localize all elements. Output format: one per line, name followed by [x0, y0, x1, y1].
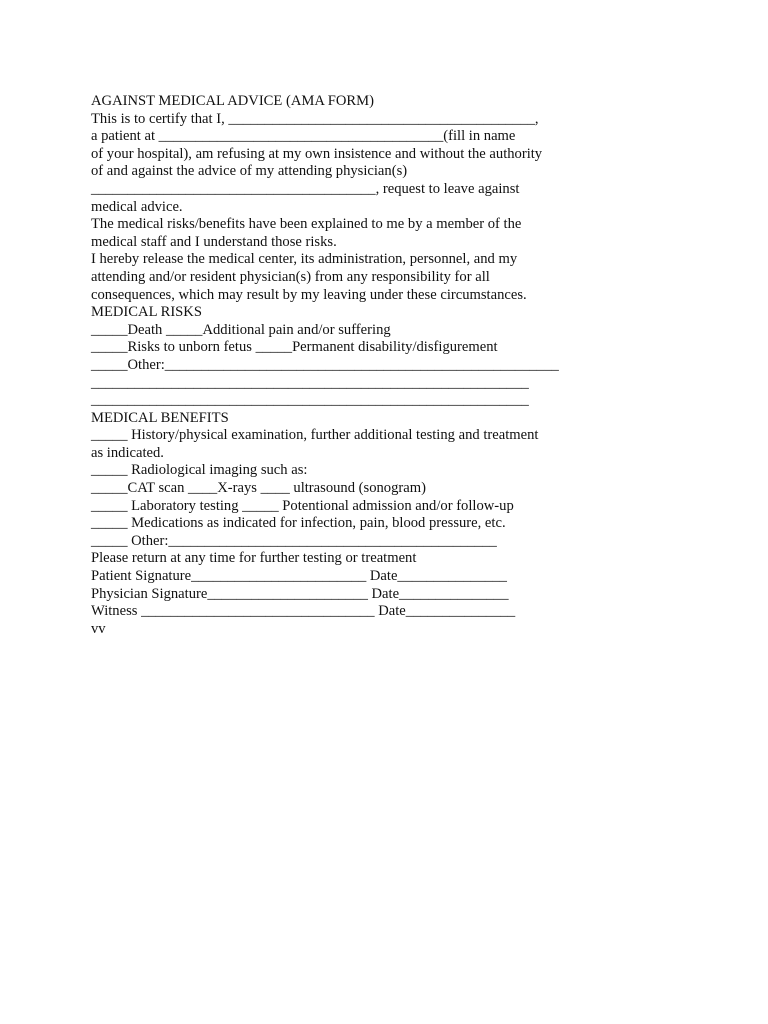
medical-benefits-heading: MEDICAL BENEFITS [91, 409, 229, 426]
release-line: attending and/or resident physician(s) from any responsibility for all [91, 268, 490, 285]
certify-line: This is to certify that I, __________________________________________, [91, 110, 539, 127]
release-line: consequences, which may result by my leaving under these circumstances. [91, 286, 527, 303]
explained-line: The medical risks/benefits have been explained to me by a member of the [91, 216, 522, 233]
blank-fill-line: ____________________________________________________________ [91, 392, 529, 409]
benefit-option-line: as indicated. [91, 444, 164, 461]
medical-advice-line: medical advice. [91, 198, 183, 215]
form-title: AGAINST MEDICAL ADVICE (AMA FORM) [91, 93, 374, 109]
benefit-option-line: _____ Radiological imaging such as: [91, 462, 308, 479]
hospital-line: of your hospital), am refusing at my own insistence and without the authority [91, 145, 543, 162]
benefit-option-line: _____ Medications as indicated for infection, pain, blood pressure, etc. [91, 515, 506, 532]
benefit-option-line: _____CAT scan ____X-rays ____ ultrasound (sonogram) [91, 480, 426, 497]
explained-line: medical staff and I understand those risks. [91, 233, 337, 250]
request-line: _______________________________________, request to leave against [91, 180, 520, 197]
medical-risks-heading: MEDICAL RISKS [91, 304, 202, 321]
benefit-option-line: _____ History/physical examination, further additional testing and treatment [91, 427, 539, 444]
witness-line: Witness ________________________________ Date_______________ [91, 603, 516, 620]
release-line: I hereby release the medical center, its administration, personnel, and my [91, 251, 518, 268]
advice-line: of and against the advice of my attending physician(s) [91, 163, 408, 180]
risk-option-line: _____Risks to unborn fetus _____Permanent disability/disfigurement [91, 339, 498, 356]
return-line: Please return at any time for further testing or treatment [91, 550, 417, 567]
ama-form-page [91, 93, 761, 638]
risk-other-line: _____Other:______________________________________________________ [91, 356, 559, 373]
patient-at-line: a patient at _______________________________________(fill in name [91, 128, 516, 145]
benefit-other-line: _____ Other:_____________________________________________ [91, 532, 497, 549]
patient-signature-line: Patient Signature________________________ Date_______________ [91, 568, 507, 585]
benefit-option-line: _____ Laboratory testing _____ Potentional admission and/or follow-up [91, 497, 514, 514]
physician-signature-line: Physician Signature______________________ Date_______________ [91, 585, 509, 602]
blank-fill-line: ____________________________________________________________ [91, 374, 529, 391]
trailing-text: vv [91, 620, 106, 637]
risk-option-line: _____Death _____Additional pain and/or suffering [91, 321, 391, 338]
